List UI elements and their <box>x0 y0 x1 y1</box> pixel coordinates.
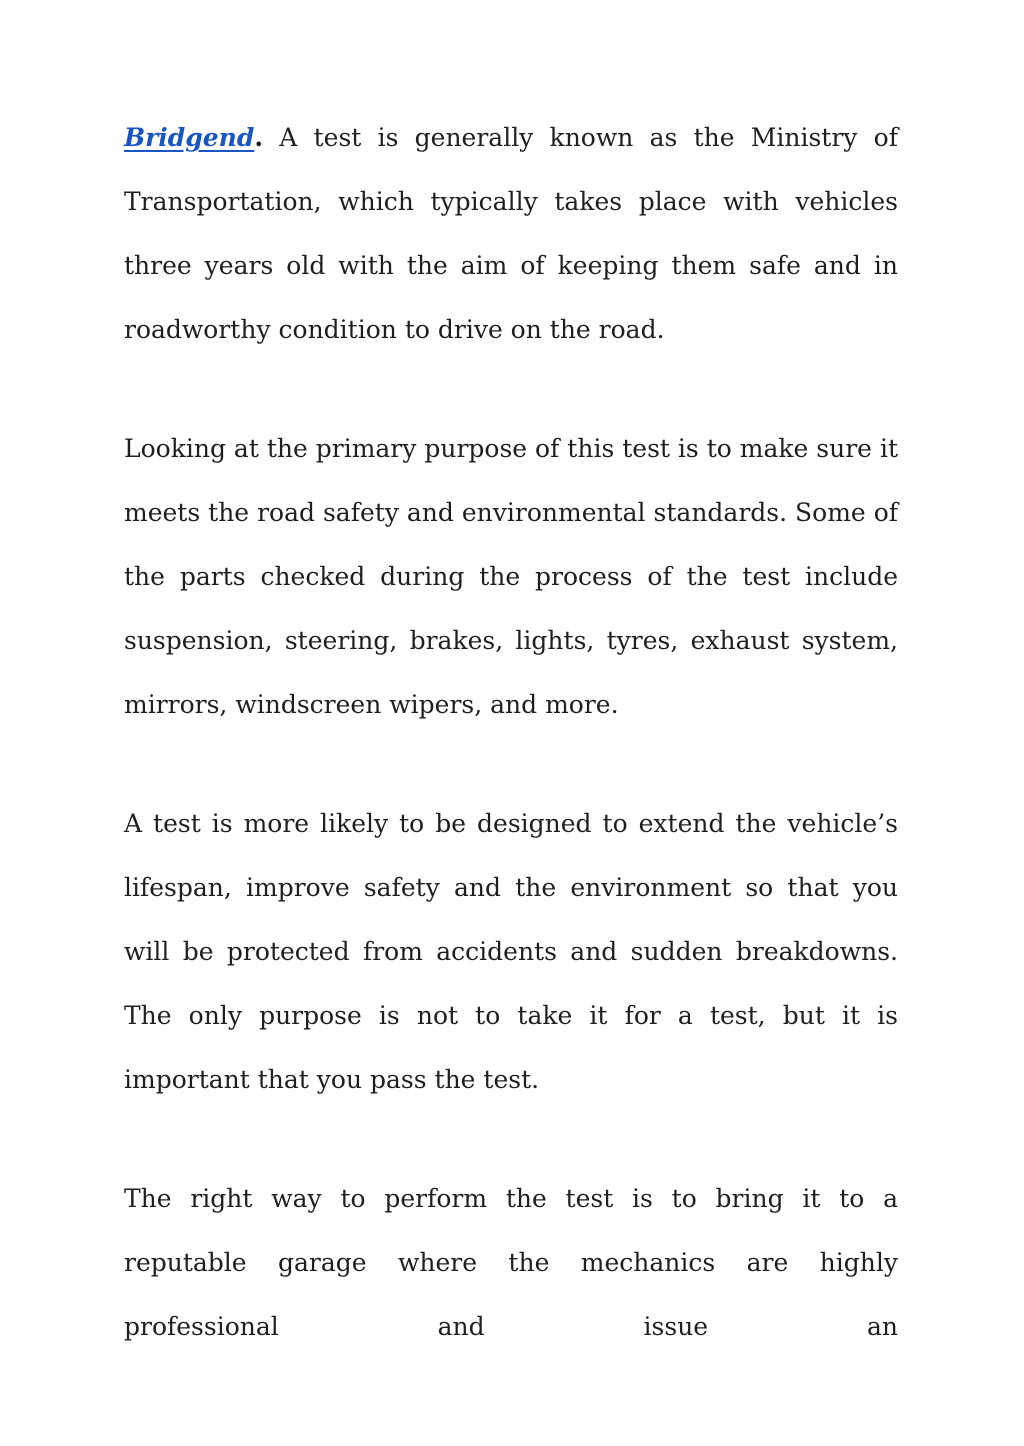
paragraph-intro <box>124 106 898 362</box>
paragraph-lifespan: A test is more likely to be designed to extend the vehicle’s lifespan, improve safety and the environment so that you will be protected from accidents and sudden breakdowns. The only purpose is not to take it for a test, but it is important that you pass the test. <box>124 809 898 1094</box>
document-page <box>124 106 898 1414</box>
bridgend-link[interactable]: Bridgend <box>124 123 255 152</box>
paragraph-garage: The right way to perform the test is to bring it to a reputable garage where the mechanics are highly professional and issue an <box>124 1184 898 1341</box>
paragraph-intro-text: A test is generally known as the Ministry of Transportation, which typically takes place with vehicles three years old with the aim of keeping them safe and in roadworthy condition to drive on the road. <box>124 123 898 344</box>
paragraph-purpose: Looking at the primary purpose of this test is to make sure it meets the road safety and environmental standards. Some of the parts checked during the process of the test include suspension, steering, brakes, lights, tyres, exhaust system, mirrors, windscreen wipers, and more. <box>124 434 898 719</box>
link-period: . <box>254 123 264 152</box>
